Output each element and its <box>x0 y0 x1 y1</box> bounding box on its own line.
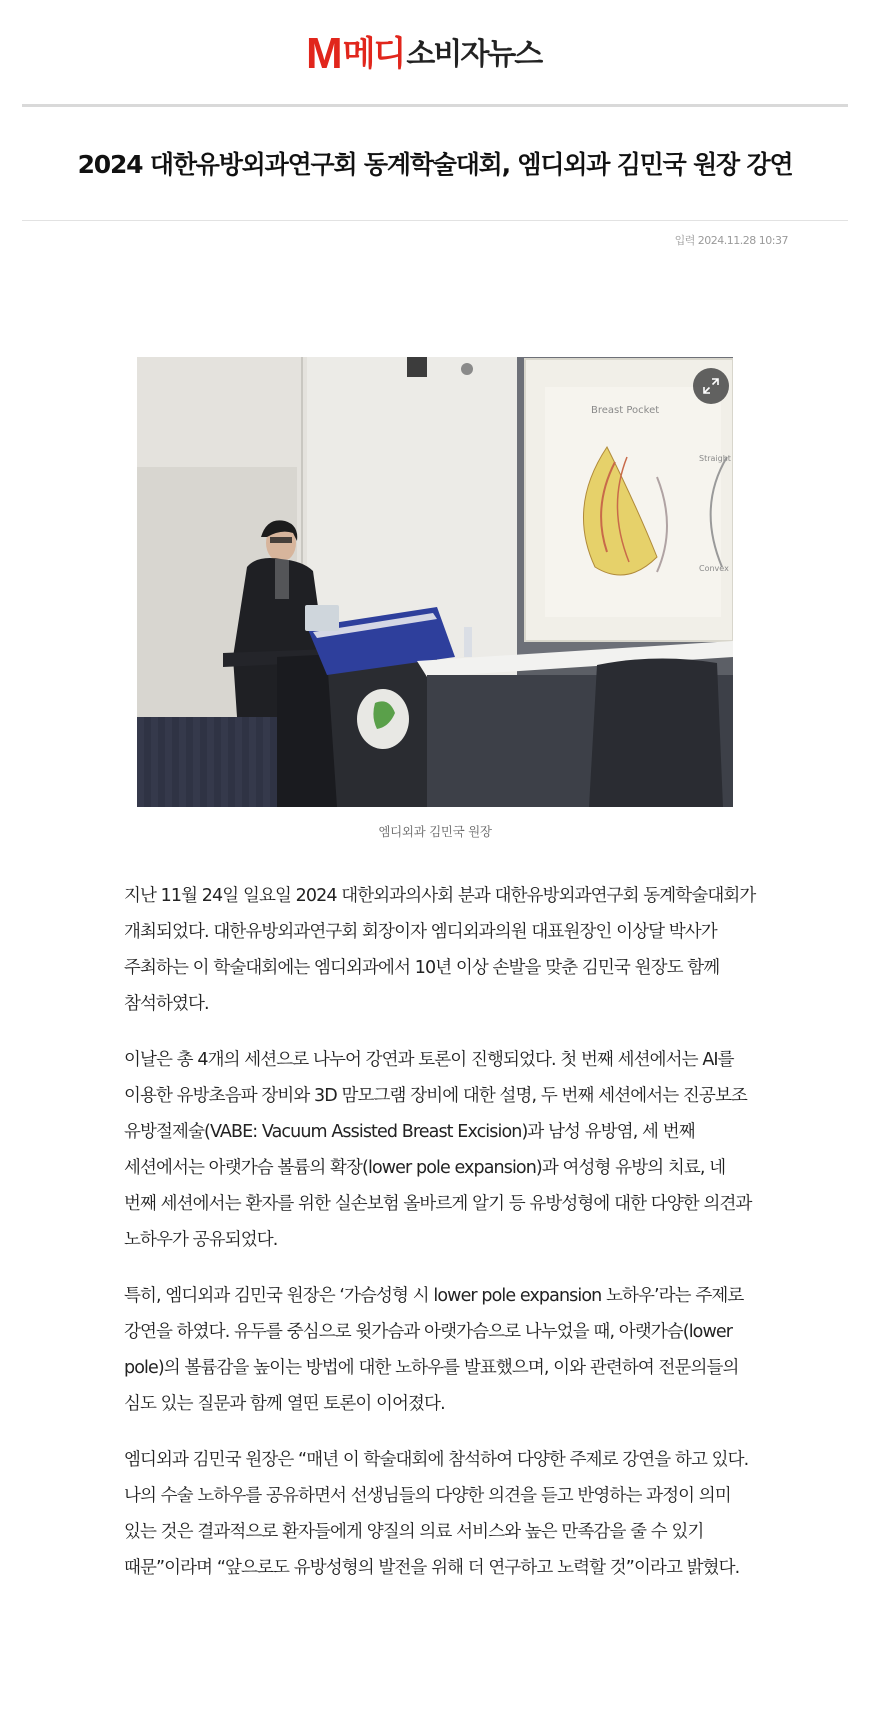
paragraph: 지난 11월 24일 일요일 2024 대한외과의사회 분과 대한유방외과연구회 동계학술대회가 개최되었다. 대한유방외과연구회 회장이자 엠디외과의원 대표원장인 이상달 박사가 주최하는 이 학술대회에는 엠디외과에서 10년 이상 손발을 맞춘 김민국 원장도 함께 참석하였다. <box>124 886 756 1014</box>
svg-text:Straight: Straight <box>699 454 731 463</box>
article-body <box>124 878 756 1606</box>
site-header <box>0 0 870 106</box>
article-photo[interactable] <box>137 357 733 807</box>
expand-photo-button[interactable] <box>693 368 729 404</box>
svg-text:Breast Pocket: Breast Pocket <box>591 405 660 416</box>
photo-caption: 엠디외과 김민국 원장 <box>378 824 492 839</box>
paragraph: 이날은 총 4개의 세션으로 나누어 강연과 토론이 진행되었다. 첫 번째 세션에서는 AI를 이용한 유방초음파 장비와 3D 맘모그램 장비에 대한 설명, 두 번째 세션에서는 진공보조 유방절제술(VABE: Vacuum Assisted Breast Excision)과 남성 유방염, 세 번째 세션에서는 아랫가슴 볼륨의 확장(lower pole expansion)과 여성형 유방의 치료, 네 번째 세션에서는 환자를 위한 실손보험 올바르게 알기 등 유방성형에 대한 다양한 의견과 노하우가 공유되었다. <box>124 1050 752 1250</box>
paragraph: 엠디외과 김민국 원장은 “매년 이 학술대회에 참석하여 다양한 주제로 강연을 하고 있다. 나의 수술 노하우를 공유하면서 선생님들의 다양한 의견을 듣고 반영하는 과정이 의미 있는 것은 결과적으로 환자들에게 양질의 의료 서비스와 높은 만족감을 줄 수 있기 때문”이라며 “앞으로도 유방성형의 발전을 위해 더 연구하고 노력할 것”이라고 밝혔다. <box>124 1450 749 1578</box>
expand-icon <box>702 377 720 395</box>
svg-text:Convex: Convex <box>699 564 729 573</box>
article-title: 2024 대한유방외과연구회 동계학술대회, 엠디외과 김민국 원장 강연 <box>77 150 793 179</box>
title-divider <box>22 220 848 221</box>
site-logo[interactable] <box>306 29 542 78</box>
logo-m: M <box>306 29 341 78</box>
article-date: 입력 2024.11.28 10:37 <box>674 234 788 247</box>
logo-medi: 메디 <box>342 34 405 74</box>
paragraph: 특히, 엠디외과 김민국 원장은 ‘가슴성형 시 lower pole expansion 노하우’라는 주제로 강연을 하였다. 유두를 중심으로 윗가슴과 아랫가슴으로 나누었을 때, 아랫가슴(lower pole)의 볼륨감을 높이는 방법에 대한 노하우를 발표했으며, 이와 관련하여 전문의들의 심도 있는 질문과 함께 열띤 토론이 이어졌다. <box>124 1286 744 1414</box>
header-divider <box>22 104 848 107</box>
logo-name: 소비자뉴스 <box>406 37 542 72</box>
